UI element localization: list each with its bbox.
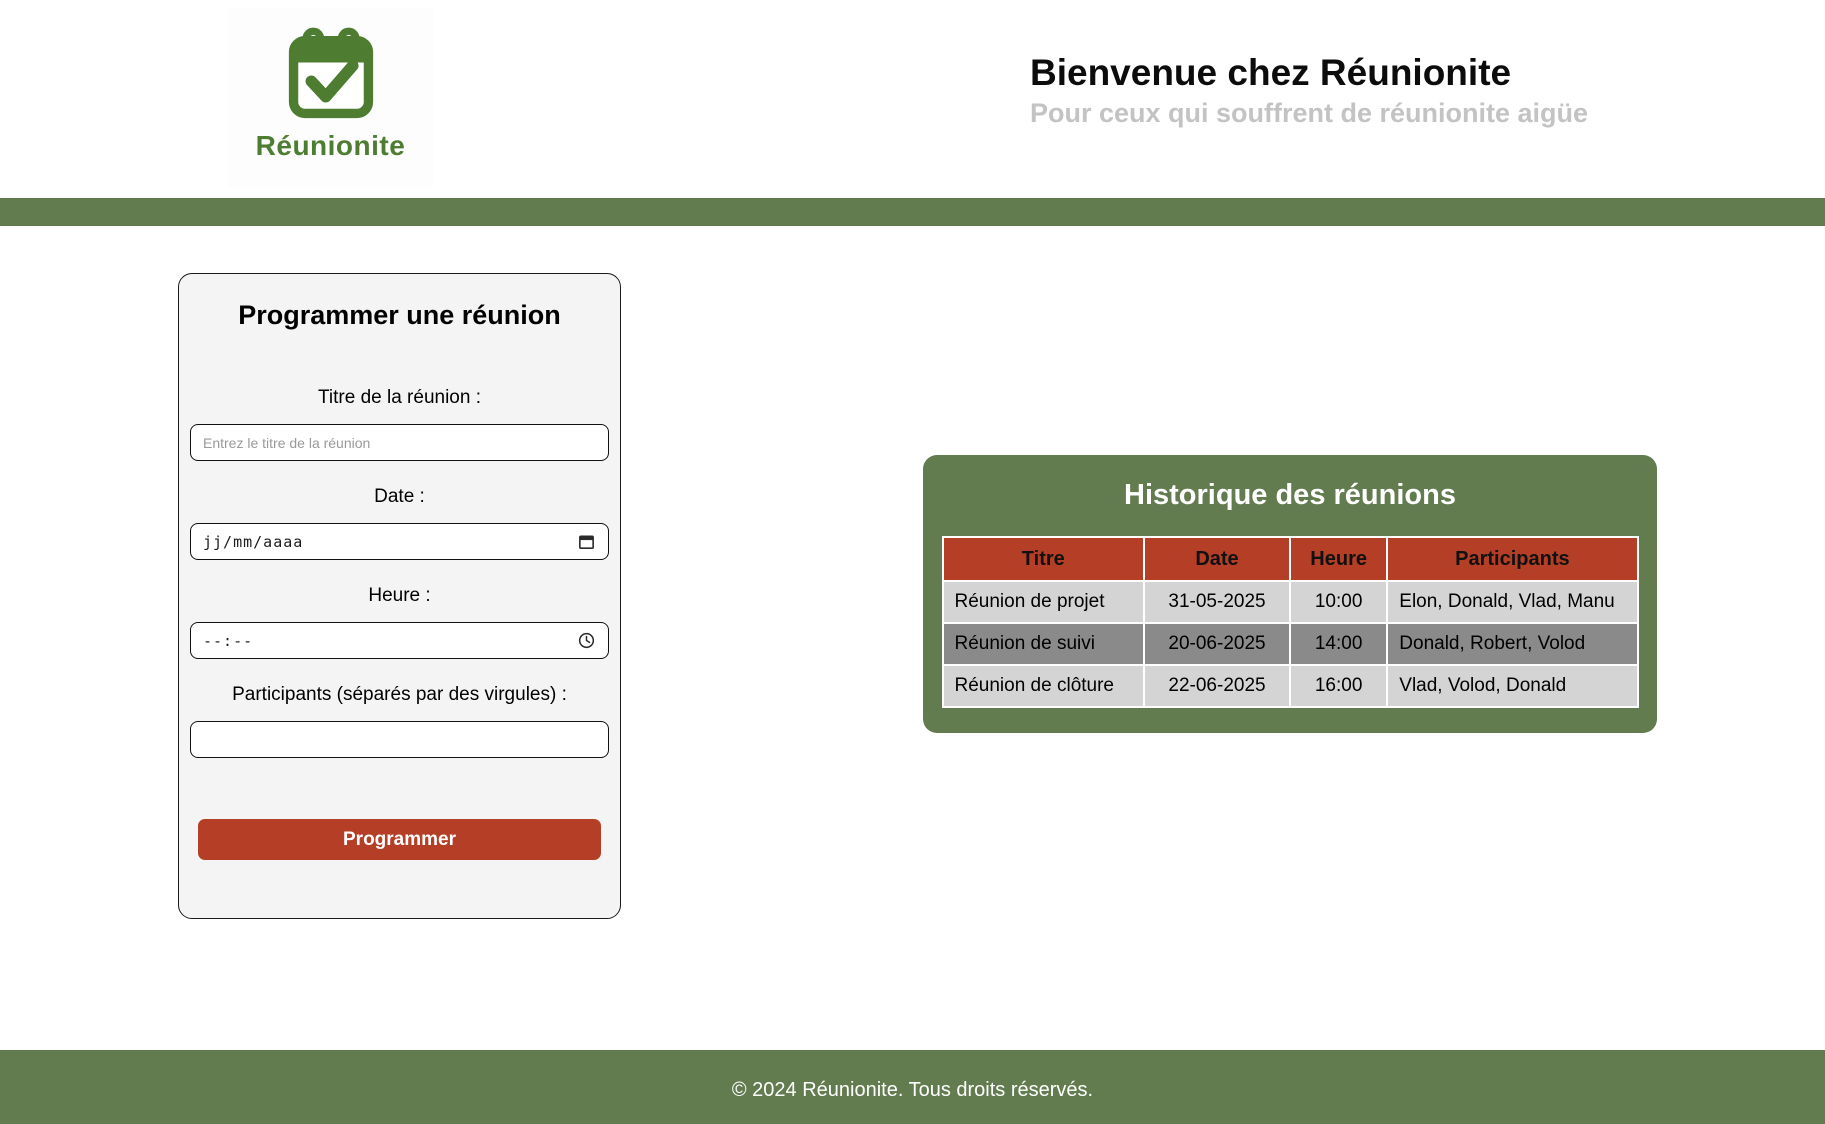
cell-date: 20-06-2025	[1144, 623, 1290, 665]
cell-date: 22-06-2025	[1144, 665, 1290, 707]
page-header	[0, 0, 1825, 198]
page-title: Bienvenue chez Réunionite	[1030, 52, 1512, 93]
cell-heure: 16:00	[1290, 665, 1387, 707]
date-value: jj/mm/aaaa	[203, 532, 304, 551]
cell-date: 31-05-2025	[1144, 581, 1290, 623]
schedule-button[interactable]: Programmer	[198, 819, 601, 860]
clock-icon[interactable]	[577, 631, 596, 650]
column-header-date: Date	[1144, 537, 1290, 581]
cell-participants: Elon, Donald, Vlad, Manu	[1387, 581, 1637, 623]
time-input[interactable]	[190, 622, 609, 659]
column-header-titre: Titre	[943, 537, 1145, 581]
calendar-picker-icon[interactable]	[577, 532, 596, 551]
cell-titre: Réunion de clôture	[943, 665, 1145, 707]
copyright-text: © 2024 Réunionite. Tous droits réservés.	[731, 1079, 1094, 1101]
time-value: --:--	[203, 631, 254, 650]
header-divider-bar	[0, 198, 1825, 226]
cell-heure: 14:00	[1290, 623, 1387, 665]
history-table	[942, 536, 1639, 708]
calendar-check-icon	[279, 26, 383, 126]
logo-text: Réunionite	[255, 130, 406, 161]
page-footer	[0, 1050, 1825, 1124]
column-header-heure: Heure	[1290, 537, 1387, 581]
participants-input[interactable]	[190, 721, 609, 758]
main-content	[0, 226, 1825, 1050]
meeting-title-input[interactable]	[190, 424, 609, 461]
history-panel	[923, 455, 1657, 733]
page-subtitle: Pour ceux qui souffrent de réunionite aigüe	[1030, 97, 1589, 128]
card-title: Programmer une réunion	[238, 300, 561, 330]
column-header-participants: Participants	[1387, 537, 1637, 581]
cell-participants: Vlad, Volod, Donald	[1387, 665, 1637, 707]
cell-titre: Réunion de projet	[943, 581, 1145, 623]
participants-label: Participants (séparés par des virgules) :	[232, 684, 567, 705]
table-row	[943, 581, 1638, 623]
date-input[interactable]	[190, 523, 609, 560]
table-row	[943, 623, 1638, 665]
table-header-row	[943, 537, 1638, 581]
time-label: Heure :	[368, 585, 431, 606]
table-row	[943, 665, 1638, 707]
cell-titre: Réunion de suivi	[943, 623, 1145, 665]
welcome-block	[1030, 52, 1670, 129]
date-label: Date :	[374, 486, 425, 507]
logo	[228, 8, 433, 188]
cell-participants: Donald, Robert, Volod	[1387, 623, 1637, 665]
history-title: Historique des réunions	[1124, 479, 1456, 511]
meeting-title-label: Titre de la réunion :	[318, 387, 481, 408]
cell-heure: 10:00	[1290, 581, 1387, 623]
schedule-meeting-card	[178, 273, 621, 919]
